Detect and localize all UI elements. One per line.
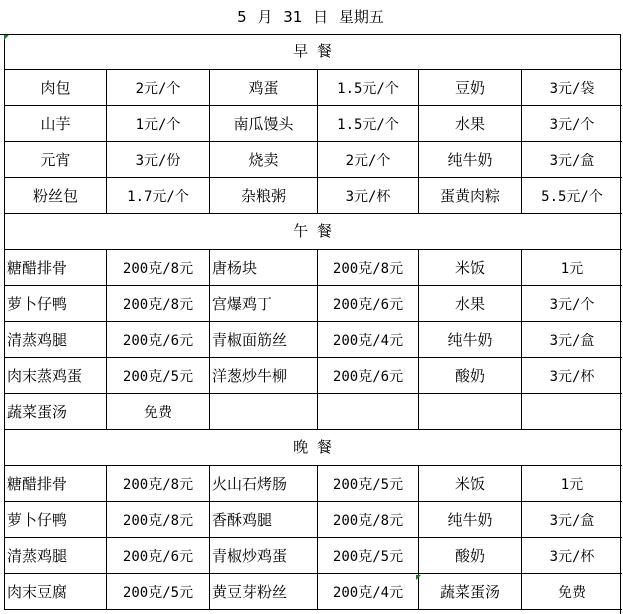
lunch-row [4,286,622,322]
dinner-item-name: 蔬菜蛋汤 [419,574,522,609]
breakfast-item-name: 蛋黄肉粽 [419,178,522,213]
dinner-item-price: 200克/5元 [107,574,210,609]
breakfast-section-title: 早 餐 [4,34,622,70]
lunch-item-name: 米饭 [419,250,522,285]
dinner-item-name: 米饭 [419,466,522,501]
dinner-item-price: 3元/盒 [549,512,595,529]
lunch-item-price [522,394,622,429]
dinner-section-title: 晚 餐 [4,430,622,466]
dinner-item-price: 200克/8元 [107,502,210,537]
lunch-item-name [419,394,522,429]
lunch-item-name: 酸奶 [419,358,522,393]
lunch-item-price: 1元 [560,260,584,277]
lunch-item-name: 蔬菜蛋汤 [5,394,107,429]
dinner-item-price: 3元/杯 [549,548,595,565]
dinner-item-name: 香酥鸡腿 [210,502,318,537]
lunch-item-price: 免费 [107,394,210,429]
dinner-item-name: 酸奶 [419,538,522,573]
breakfast-row [4,70,622,106]
dinner-item-price: 200克/8元 [318,502,419,537]
lunch-section-title: 午 餐 [4,214,622,250]
breakfast-item-name: 纯牛奶 [419,142,522,177]
menu-date-title: 5 月 31 日 星期五 [0,0,621,35]
dinner-item-price: 200克/5元 [318,538,419,573]
dinner-row [4,502,622,538]
dinner-item-price: 200克/6元 [107,538,210,573]
lunch-item-price: 200克/8元 [107,250,210,285]
lunch-item-price: 200克/8元 [107,286,210,321]
lunch-row [4,394,622,430]
breakfast-item-name: 烧卖 [210,142,318,177]
breakfast-item-price: 3元/份 [107,142,210,177]
lunch-row [4,322,622,358]
dinner-item-price: 200克/8元 [107,466,210,501]
lunch-item-name: 清蒸鸡腿 [5,322,107,357]
lunch-item-name: 糖醋排骨 [5,250,107,285]
dinner-item-name: 清蒸鸡腿 [5,538,107,573]
lunch-item-name: 青椒面筋丝 [210,322,318,357]
breakfast-item-price: 1元/个 [107,106,210,141]
breakfast-item-name: 鸡蛋 [210,70,318,105]
breakfast-item-name: 杂粮粥 [210,178,318,213]
breakfast-item-name: 粉丝包 [5,178,107,213]
lunch-item-price [318,394,419,429]
dinner-item-price: 200克/5元 [318,466,419,501]
breakfast-item-name: 元宵 [5,142,107,177]
breakfast-item-price: 3元/个 [549,116,595,133]
breakfast-item-price: 1.5元/个 [318,70,419,105]
breakfast-item-price: 1.5元/个 [318,106,419,141]
dinner-item-name: 纯牛奶 [419,502,522,537]
lunch-item-price: 200克/6元 [107,322,210,357]
lunch-item-price: 200克/8元 [318,250,419,285]
breakfast-item-price: 3元/袋 [549,80,595,97]
lunch-item-name: 水果 [419,286,522,321]
breakfast-item-price: 2元/个 [318,142,419,177]
lunch-item-name: 宫爆鸡丁 [210,286,318,321]
dinner-item-name: 肉末豆腐 [5,574,107,609]
lunch-item-name: 肉末蒸鸡蛋 [5,358,107,393]
dinner-row [4,574,622,610]
breakfast-item-price: 3元/杯 [318,178,419,213]
breakfast-item-name: 南瓜馒头 [210,106,318,141]
dinner-item-price: 1元 [560,476,584,493]
dinner-item-price: 免费 [558,584,586,601]
lunch-row [4,358,622,394]
dinner-item-price: 200克/4元 [318,574,419,609]
lunch-item-name: 纯牛奶 [419,322,522,357]
dinner-item-name: 糖醋排骨 [5,466,107,501]
breakfast-item-price: 2元/个 [107,70,210,105]
lunch-item-name: 唐杨块 [210,250,318,285]
lunch-item-name [210,394,318,429]
lunch-item-price: 200克/4元 [318,322,419,357]
breakfast-item-name: 豆奶 [419,70,522,105]
dinner-row [4,538,622,574]
cell-comment-marker [416,575,421,580]
breakfast-row [4,142,622,178]
breakfast-row [4,106,622,142]
dinner-item-name: 萝卜仔鸭 [5,502,107,537]
cell-comment-marker [4,35,9,40]
lunch-item-price: 3元/杯 [549,368,595,385]
breakfast-item-price: 5.5元/个 [541,188,603,205]
lunch-item-price: 200克/5元 [107,358,210,393]
dinner-item-name: 火山石烤肠 [210,466,318,501]
lunch-item-price: 200克/6元 [318,358,419,393]
lunch-item-price: 3元/个 [549,296,595,313]
breakfast-item-price: 3元/盒 [549,152,595,169]
breakfast-item-name: 水果 [419,106,522,141]
dinner-row [4,466,622,502]
dinner-item-name: 黄豆芽粉丝 [210,574,318,609]
breakfast-row [4,178,622,214]
breakfast-item-name: 肉包 [5,70,107,105]
lunch-item-name: 洋葱炒牛柳 [210,358,318,393]
lunch-item-price: 3元/盒 [549,332,595,349]
lunch-item-name: 萝卜仔鸭 [5,286,107,321]
breakfast-item-price: 1.7元/个 [107,178,210,213]
lunch-row [4,250,622,286]
breakfast-item-name: 山芋 [5,106,107,141]
lunch-item-price: 200克/6元 [318,286,419,321]
dinner-item-name: 青椒炒鸡蛋 [210,538,318,573]
